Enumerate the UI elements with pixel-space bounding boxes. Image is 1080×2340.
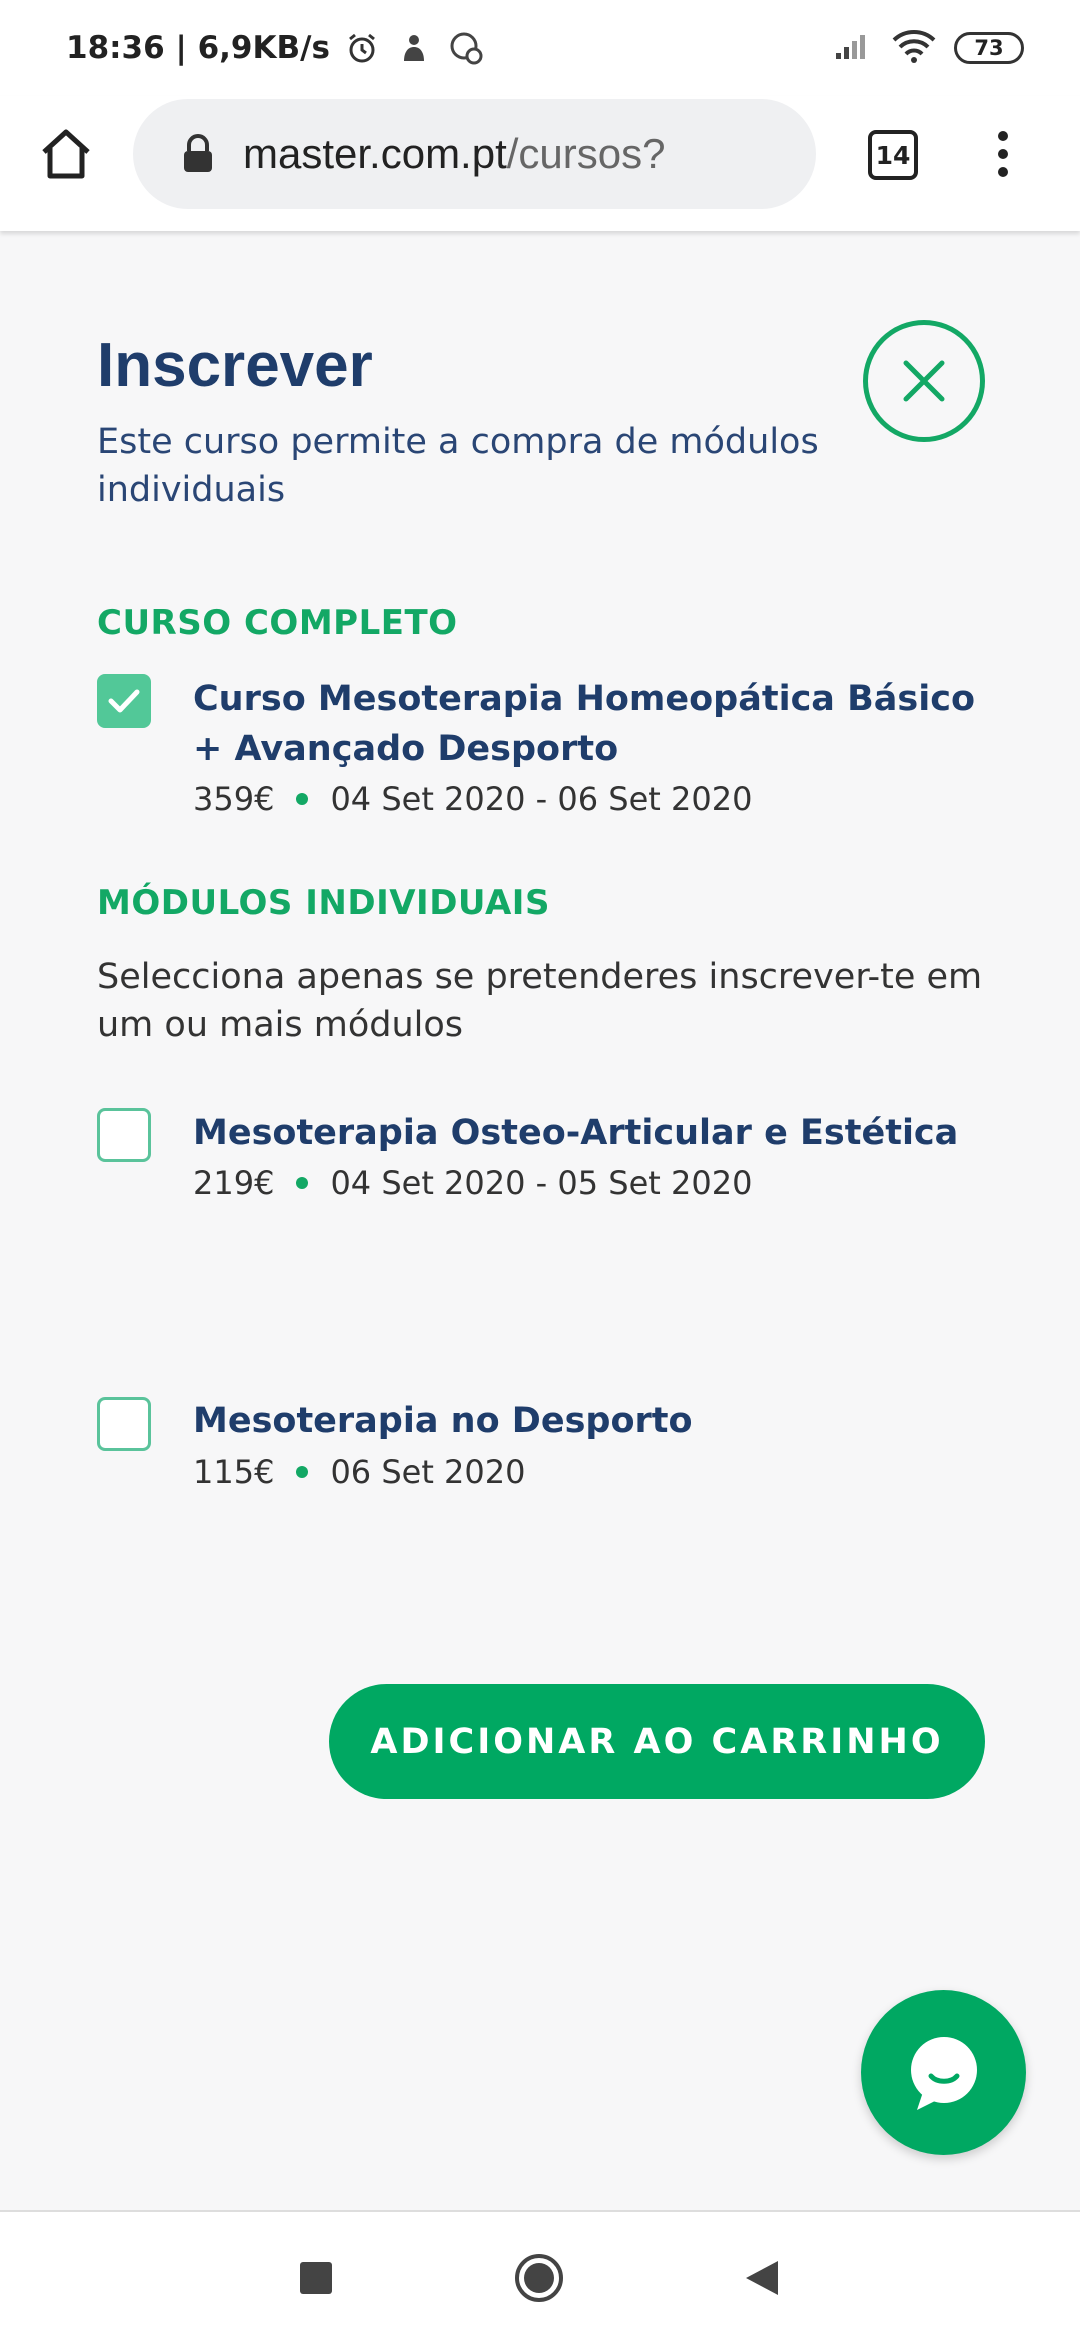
separator-dot bbox=[296, 1177, 308, 1189]
signal-icon bbox=[834, 31, 874, 65]
lock-icon bbox=[181, 134, 215, 174]
browser-toolbar bbox=[0, 96, 1080, 231]
full-course-meta bbox=[193, 780, 752, 818]
alarm-icon bbox=[342, 28, 382, 68]
module-dates: 04 Set 2020 - 05 Set 2020 bbox=[330, 1164, 753, 1202]
more-options-icon[interactable] bbox=[990, 126, 1016, 182]
section-title-full-course: CURSO COMPLETO bbox=[97, 603, 458, 643]
status-time-speed: 18:36 | 6,9KB/s bbox=[66, 30, 330, 66]
full-course-price: 359€ bbox=[193, 780, 275, 818]
notification-icon bbox=[394, 28, 434, 68]
status-right bbox=[834, 29, 1024, 67]
full-course-dates: 04 Set 2020 - 06 Set 2020 bbox=[330, 780, 753, 818]
back-triangle-icon bbox=[742, 2258, 782, 2298]
back-button[interactable] bbox=[736, 2252, 788, 2304]
status-left bbox=[66, 28, 486, 68]
full-course-checkbox[interactable] bbox=[97, 674, 151, 728]
module-meta bbox=[193, 1164, 752, 1202]
module-name[interactable]: Mesoterapia Osteo-Articular e Estética bbox=[193, 1113, 959, 1153]
status-bar bbox=[0, 0, 1080, 96]
module-meta bbox=[193, 1453, 525, 1491]
modules-helper-text: Selecciona apenas se pretenderes inscrever-te em um ou mais módulos bbox=[97, 957, 983, 1045]
full-course-name[interactable]: Curso Mesoterapia Homeopática Básico + Avançado Desporto bbox=[193, 679, 976, 769]
circle-icon bbox=[513, 2252, 565, 2304]
battery-indicator: 73 bbox=[954, 32, 1024, 64]
close-icon bbox=[900, 357, 948, 405]
chat-button[interactable] bbox=[861, 1990, 1026, 2155]
add-to-cart-button[interactable]: ADICIONAR AO CARRINHO bbox=[329, 1684, 985, 1799]
module-name[interactable]: Mesoterapia no Desporto bbox=[193, 1401, 693, 1441]
page-title: Inscrever bbox=[97, 331, 373, 400]
section-title-modules: MÓDULOS INDIVIDUAIS bbox=[97, 883, 550, 923]
home-nav-button[interactable] bbox=[513, 2252, 565, 2304]
chat-icon bbox=[901, 2030, 987, 2116]
separator-dot bbox=[296, 793, 308, 805]
tab-switcher-button[interactable]: 14 bbox=[868, 130, 918, 180]
recents-button[interactable] bbox=[290, 2252, 342, 2304]
module-price: 115€ bbox=[193, 1453, 275, 1491]
close-button[interactable] bbox=[863, 320, 985, 442]
url-domain: master.com.pt bbox=[243, 130, 507, 177]
wifi-icon bbox=[892, 29, 936, 67]
checkmark-icon bbox=[107, 687, 141, 715]
system-navigation-bar bbox=[0, 2210, 1080, 2340]
separator-dot bbox=[296, 1466, 308, 1478]
address-bar[interactable] bbox=[133, 99, 816, 209]
square-icon bbox=[299, 2261, 333, 2295]
vpn-icon bbox=[446, 28, 486, 68]
module-price: 219€ bbox=[193, 1164, 275, 1202]
home-button[interactable] bbox=[38, 126, 94, 182]
page-subtitle: Este curso permite a compra de módulos individuais bbox=[97, 422, 819, 510]
module-checkbox[interactable] bbox=[97, 1108, 151, 1162]
module-dates: 06 Set 2020 bbox=[330, 1453, 526, 1491]
url-path: /cursos? bbox=[506, 130, 666, 177]
module-checkbox[interactable] bbox=[97, 1397, 151, 1451]
